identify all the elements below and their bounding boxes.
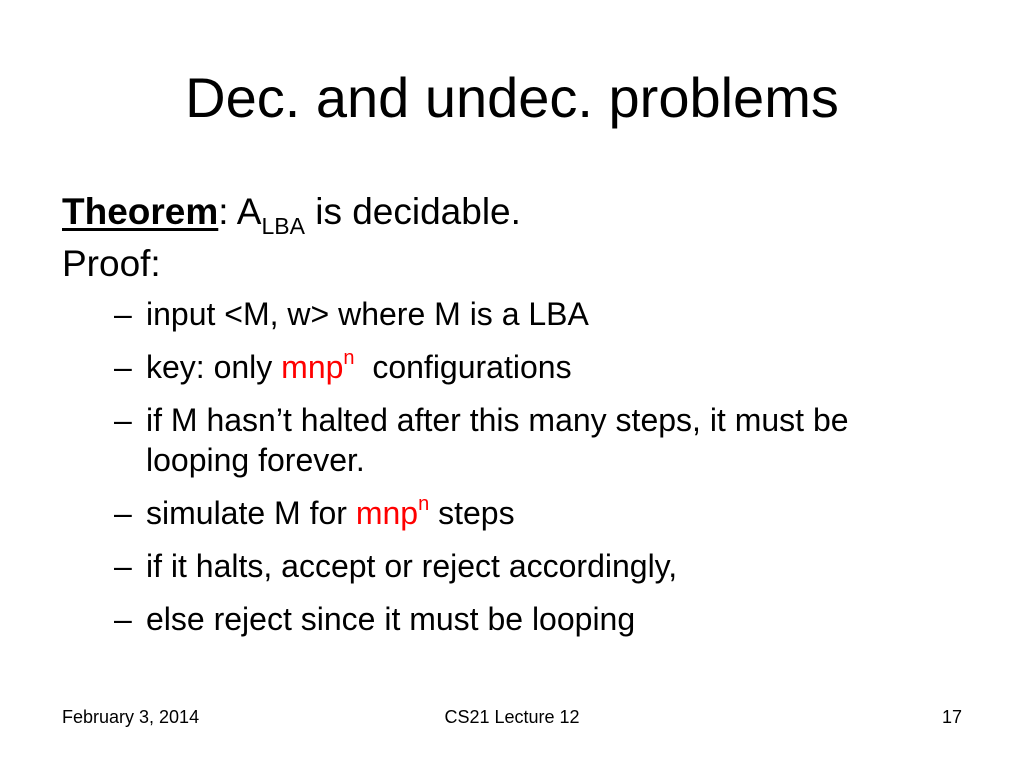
slide-body: [62, 186, 962, 652]
bullet-dash: –: [114, 296, 132, 332]
bullet-dash: –: [114, 495, 132, 531]
bullet-text-post: configurations: [354, 349, 572, 385]
bullet-dash: –: [114, 402, 132, 438]
bullet-dash: –: [114, 601, 132, 637]
proof-label: Proof:: [62, 243, 161, 284]
bullet-text: if M hasn’t halted after this many steps, it must be looping forever.: [146, 402, 849, 478]
proof-steps: [62, 294, 962, 639]
bullet-text-pre: key: only: [146, 349, 282, 385]
highlight-superscript: n: [343, 347, 355, 369]
proof-step-key: [62, 347, 906, 387]
highlight-base: mnp: [355, 495, 419, 531]
bullet-dash: –: [114, 548, 132, 584]
bullet-text: else reject since it must be looping: [146, 601, 636, 637]
bullet-dash: –: [114, 349, 132, 385]
proof-step-input: [62, 294, 906, 334]
theorem-colon: : A: [218, 191, 262, 232]
footer-date: February 3, 2014: [62, 707, 200, 727]
bullet-text: input <M, w> where M is a LBA: [146, 296, 589, 332]
theorem-rest: is decidable.: [304, 191, 521, 232]
proof-step-halt-check: [62, 400, 906, 480]
highlight-superscript: n: [418, 493, 430, 515]
theorem-statement: [62, 186, 962, 238]
bullet-text-pre: simulate M for: [146, 495, 356, 531]
bullet-text-post: steps: [429, 495, 515, 531]
bullet-text: if it halts, accept or reject accordingly,: [146, 548, 678, 584]
highlight-term: [356, 495, 429, 531]
footer-page-number: 17: [941, 707, 962, 727]
slide-title: Dec. and undec. problems: [185, 66, 839, 129]
highlight-base: mnp: [281, 349, 344, 385]
theorem-subscript: LBA: [261, 213, 305, 239]
proof-step-reject-loop: [62, 599, 906, 639]
proof-step-simulate: [62, 493, 906, 533]
theorem-label: Theorem: [62, 191, 219, 232]
footer-course: CS21 Lecture 12: [444, 707, 580, 727]
proof-step-accept-reject: [62, 546, 906, 586]
highlight-term: [281, 349, 354, 385]
